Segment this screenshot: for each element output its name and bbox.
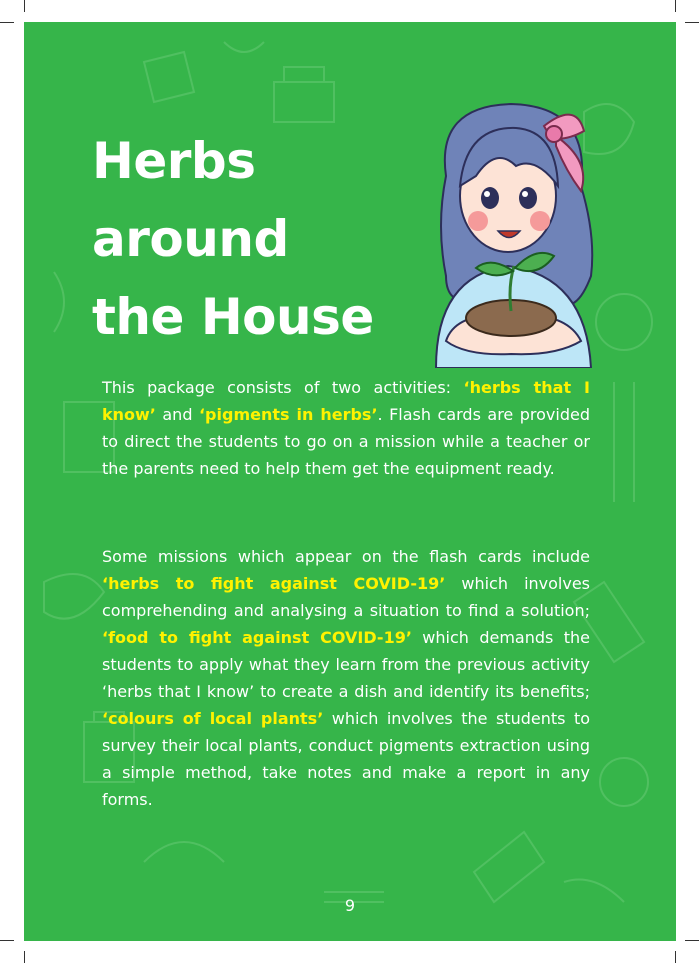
intro-text-3: . Flash cards are provided to direct the students to go on a mission while a teacher or the parents need to help them get the equipment ready. [102, 405, 590, 478]
highlight-herbs-that-i-know: ‘herbs that I know’ [102, 378, 590, 424]
crop-mark-bottom-right-h [685, 940, 699, 941]
missions-text-4: which involves the students to survey their local plants, conduct pigments extraction using a simple method, take notes and make a report in any forms. [102, 709, 591, 809]
girl-holding-seedling-illustration-icon [416, 86, 616, 368]
highlight-colours-local-plants: ‘colours of local plants’ [102, 709, 324, 728]
crop-mark-top-left-h [0, 22, 14, 23]
title-line-3: the House [92, 288, 374, 346]
title-line-2: around [92, 210, 289, 268]
crop-mark-bottom-right-v [675, 951, 676, 963]
intro-paragraph [102, 374, 590, 482]
crop-mark-bottom-left-h [0, 940, 14, 941]
page-title [92, 122, 374, 356]
crop-mark-top-left-v [24, 0, 25, 12]
intro-text-2: and [155, 405, 199, 424]
page [24, 22, 676, 941]
crop-mark-top-right-v [675, 0, 676, 12]
missions-text-2: which involves comprehending and analysing a situation to find a solution; [102, 574, 590, 620]
highlight-food-covid: ‘food to fight against COVID-19’ [102, 628, 412, 647]
highlight-herbs-covid: ‘herbs to fight against COVID-19’ [102, 574, 446, 593]
highlight-pigments-in-herbs: ‘pigments in herbs’ [198, 405, 378, 424]
intro-text-1: This package consists of two activities: [102, 378, 464, 397]
crop-mark-top-right-h [685, 22, 699, 23]
crop-mark-bottom-left-v [24, 951, 25, 963]
missions-paragraph [102, 543, 590, 813]
missions-text-3: which demands the students to apply what they learn from the previous activity ‘herbs that I know’ to create a dish and identify its benefits; [102, 628, 590, 701]
missions-text-1: Some missions which appear on the flash cards include [102, 547, 590, 566]
title-line-1: Herbs [92, 132, 256, 190]
page-number: 9 [344, 896, 356, 915]
